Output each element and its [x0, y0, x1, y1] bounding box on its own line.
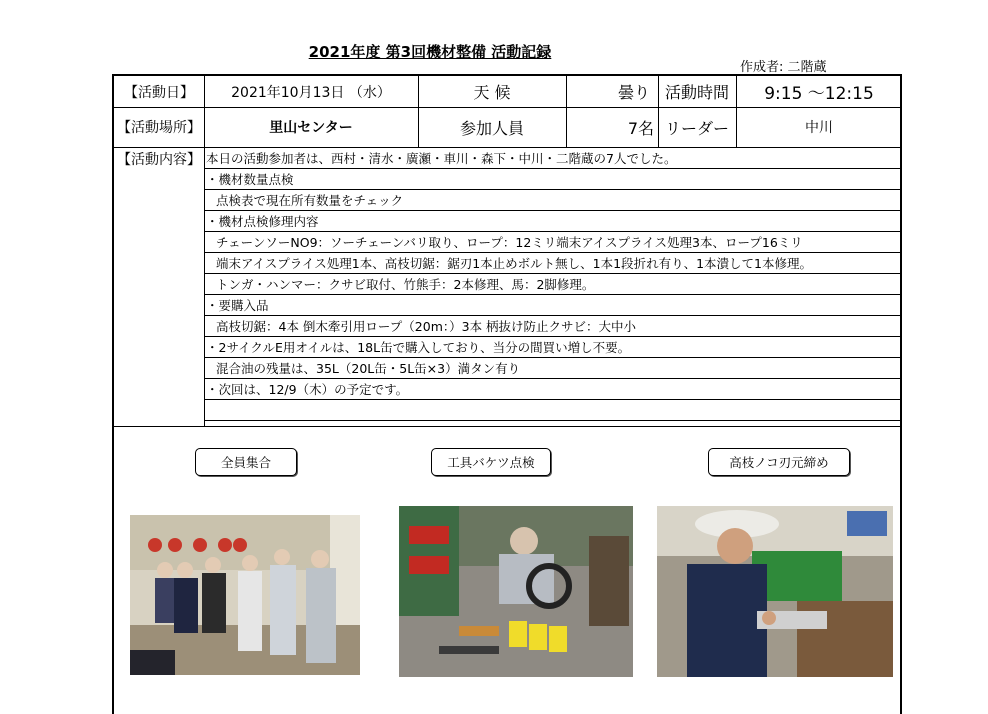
place-value: 里山センター — [269, 120, 353, 136]
photo-caption-tool-bucket: 工具バケツ点検 — [431, 448, 551, 476]
content-line: 端末アイスプライス処理1本、高枝切鋸：鋸刃1本止めボルト無し、1本1段折れ有り、1本潰して1本修理。 — [204, 253, 900, 274]
time-value: 9:15 〜12:15 — [764, 84, 874, 104]
tool-bucket-photo — [399, 506, 633, 677]
content-line: ・次回は、12/9（木）の予定です。 — [204, 379, 900, 400]
photo-caption-saw-blade: 高枝ノコ刃元締め — [708, 448, 850, 476]
content-line: 本日の活動参加者は、西村・清水・廣瀬・車川・森下・中川・二階蔵の7人でした。 — [204, 148, 900, 169]
date-value: 2021年10月13日 （水） — [231, 84, 391, 101]
place-label: 【活動場所】 — [117, 120, 201, 136]
author: 作成者: 二階蔵 — [740, 60, 827, 75]
date-label: 【活動日】 — [124, 84, 194, 101]
weather-label: 天 候 — [473, 83, 511, 102]
content-line: 高枝切鋸：4本 倒木牽引用ロープ（20m：）3本 柄抜け防止クサビ：大中小 — [204, 316, 900, 337]
members-label: 参加人員 — [459, 118, 524, 138]
time-label: 活動時間 — [664, 83, 729, 102]
saw-blade-photo — [657, 506, 893, 677]
group-photo — [130, 515, 360, 675]
content-line: ・機材点検修理内容 — [204, 211, 900, 232]
content-line — [204, 400, 900, 421]
content-line: ・2サイクルE用オイルは、18L缶で購入しており、当分の間買い増し不要。 — [204, 337, 900, 358]
photo-caption-all-members: 全員集合 — [195, 448, 297, 476]
content-line: トンガ・ハンマー：クサビ取付、竹熊手：2本修理、馬：2脚修理。 — [204, 274, 900, 295]
leader-label: リーダー — [664, 118, 729, 138]
content-line: 混合油の残量は、35L（20L缶・5L缶×3）満タン有り — [204, 358, 900, 379]
content-line: ・要購入品 — [204, 295, 900, 316]
content-line: 点検表で現在所有数量をチェック — [204, 190, 900, 211]
leader-value: 中川 — [805, 120, 833, 136]
document-title: 2021年度 第3回機材整備 活動記録 — [308, 43, 552, 61]
content-line: チェーンソーNO9：ソーチェーンバリ取り、ロープ：12ミリ端末アイスプライス処理3本、ロープ16ミリ — [204, 232, 900, 253]
members-value: 7名 — [627, 118, 654, 138]
content-label: 【活動内容】 — [117, 152, 201, 168]
weather-value: 曇り — [617, 83, 650, 102]
content-line: ・機材数量点検 — [204, 169, 900, 190]
activity-record-sheet — [112, 74, 902, 714]
